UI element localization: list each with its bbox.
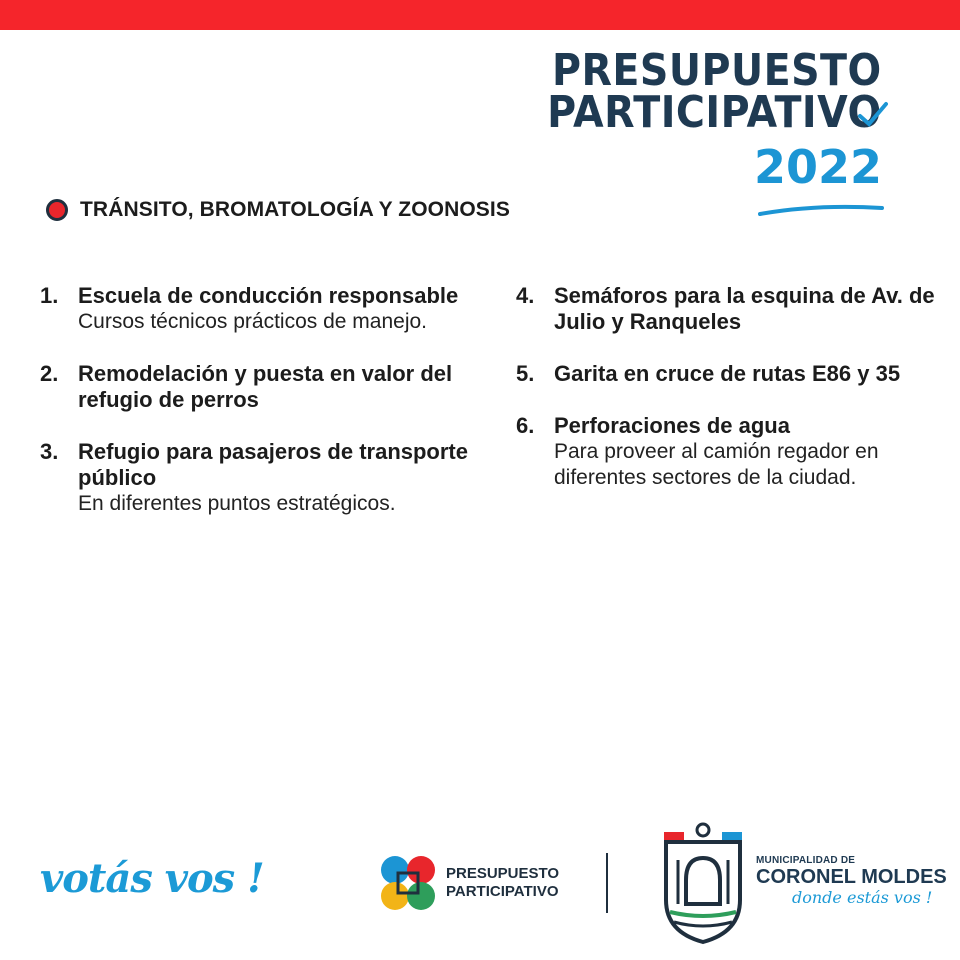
program-logo-line-1: PRESUPUESTO (446, 865, 560, 882)
project-number: 2. (40, 361, 59, 386)
title-line-2: PARTICIPATIVO (547, 87, 882, 138)
category-dot-icon (46, 199, 68, 221)
project-list-right (516, 283, 936, 517)
project-description: En diferentes puntos estratégicos. (78, 492, 396, 515)
project-number: 1. (40, 283, 59, 308)
campaign-title (510, 45, 882, 194)
project-title: Refugio para pasajeros de transporte público (78, 439, 468, 490)
program-logo-line-2: PARTICIPATIVO (446, 883, 559, 900)
project-title: Semáforos para la esquina de Av. de Julio y Ranqueles (554, 283, 935, 334)
presupuesto-participativo-logo-icon (378, 853, 438, 913)
project-title: Escuela de conducción responsable (78, 283, 459, 308)
project-item (516, 413, 936, 491)
project-item (40, 283, 480, 335)
project-number: 3. (40, 439, 59, 464)
program-logo-text (446, 865, 559, 901)
project-item (40, 361, 480, 413)
check-icon (856, 100, 888, 132)
project-item (516, 361, 936, 387)
top-red-bar (0, 0, 960, 30)
muni-tagline: donde estás vos ! (792, 888, 933, 907)
municipal-crest-icon (660, 820, 746, 945)
project-item (516, 283, 936, 335)
project-description: Para proveer al camión regador en diferentes sectores de la ciudad. (554, 440, 879, 489)
year-underline-swoosh (756, 200, 886, 218)
category-label: TRÁNSITO, BROMATOLOGÍA Y ZOONOSIS (80, 198, 510, 221)
footer-divider (606, 853, 608, 913)
project-title: Garita en cruce de rutas E86 y 35 (554, 361, 901, 386)
category-heading (46, 198, 510, 222)
project-number: 4. (516, 283, 535, 308)
footer (0, 815, 960, 960)
municipality-logo-text (756, 855, 947, 907)
project-description: Cursos técnicos prácticos de manejo. (78, 310, 427, 333)
project-item (40, 439, 480, 517)
muni-name: CORONEL MOLDES (756, 866, 947, 888)
project-title: Perforaciones de agua (554, 413, 790, 438)
title-year: 2022 (753, 140, 882, 194)
project-number: 5. (516, 361, 535, 386)
slogan: votás vos ! (40, 855, 264, 902)
project-title: Remodelación y puesta en valor del refugio de perros (78, 361, 453, 412)
project-number: 6. (516, 413, 535, 438)
title-line-1: PRESUPUESTO (552, 45, 882, 96)
project-list-left (40, 283, 480, 543)
muni-small-text: MUNICIPALIDAD DE (756, 855, 856, 866)
